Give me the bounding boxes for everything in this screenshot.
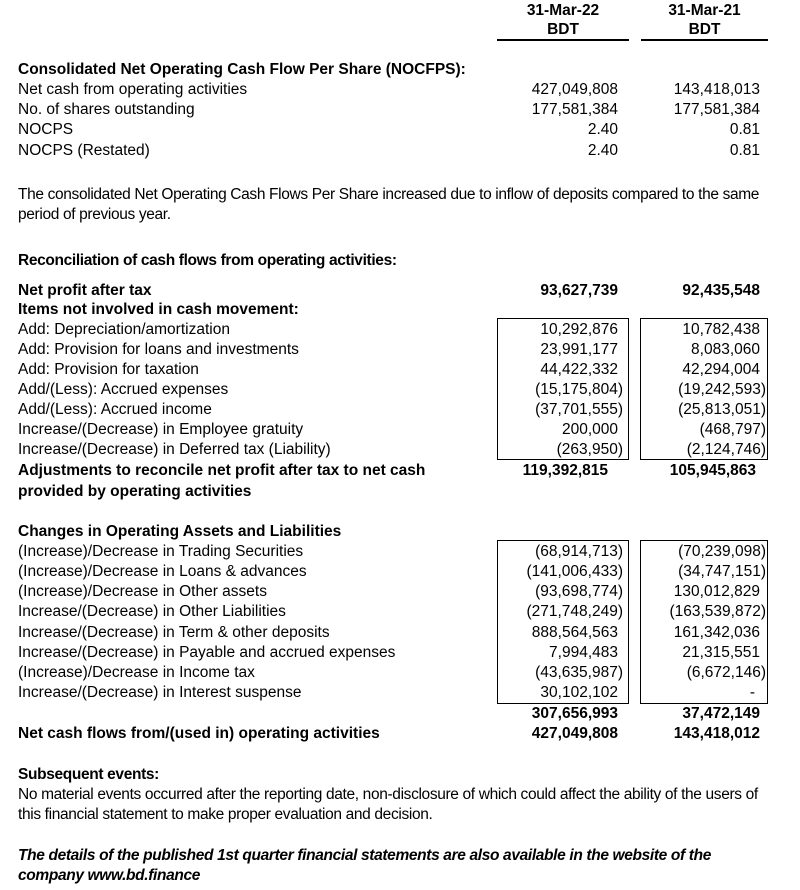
nocfps-row-label: No. of shares outstanding <box>18 101 195 118</box>
item-value-2: 42,294,004 <box>682 361 760 378</box>
adjustments-label-line1: Adjustments to reconcile net profit after tax to net cash <box>18 462 426 479</box>
nocfps-row-value-1: 427,049,808 <box>531 81 618 98</box>
nocfps-row-value-2: 143,418,013 <box>673 81 760 98</box>
item-value-1: 44,422,332 <box>540 361 618 378</box>
item-value-1: (263,950) <box>556 441 623 458</box>
net-profit-value-1: 93,627,739 <box>540 282 618 299</box>
item-value-1: (15,175,804) <box>535 381 623 398</box>
change-label: Increase/(Decrease) in Interest suspense <box>18 684 302 701</box>
change-value-2: (34,747,151) <box>678 563 766 580</box>
change-value-1: 888,564,563 <box>531 624 618 641</box>
nocfps-row-label: NOCPS <box>18 121 74 138</box>
nocfps-row-value-2: 0.81 <box>729 121 760 138</box>
nocfps-row-label: NOCPS (Restated) <box>18 142 150 159</box>
change-value-2: 130,012,829 <box>673 583 760 600</box>
reconciliation-heading: Reconciliation of cash flows from operating activities: <box>18 252 397 269</box>
net-cash-value-1: 427,049,808 <box>531 725 618 742</box>
net-cash-value-2: 143,418,012 <box>673 725 760 742</box>
item-value-2: 8,083,060 <box>691 341 760 358</box>
change-value-1: (93,698,774) <box>535 583 623 600</box>
nocfps-row-value-2: 177,581,384 <box>673 101 760 118</box>
change-value-2: 161,342,036 <box>673 624 760 641</box>
adjustments-value-1: 119,392,815 <box>522 462 608 479</box>
change-value-1: (43,635,987) <box>535 664 623 681</box>
changes-heading: Changes in Operating Assets and Liabilities <box>18 523 342 540</box>
nocfps-row-value-2: 0.81 <box>729 142 760 159</box>
nocfps-row-label: Net cash from operating activities <box>18 81 248 98</box>
change-label: Increase/(Decrease) in Payable and accrued expenses <box>18 644 396 661</box>
item-value-2: (25,813,051) <box>678 401 766 418</box>
item-value-1: 23,991,177 <box>540 341 618 358</box>
nocfps-row-value-1: 2.40 <box>587 142 618 159</box>
column-header-currency-1: BDT <box>547 21 579 38</box>
change-value-2: (163,539,872) <box>669 603 766 620</box>
nocfps-heading: Consolidated Net Operating Cash Flow Per Share (NOCFPS): <box>18 61 466 78</box>
adjustments-value-2: 105,945,863 <box>669 462 756 479</box>
change-value-2: (70,239,098) <box>678 543 766 560</box>
net-profit-label: Net profit after tax <box>18 282 152 299</box>
change-value-2: 21,315,551 <box>682 644 760 661</box>
item-value-2: 10,782,438 <box>682 321 760 338</box>
column-header-underline-1 <box>497 39 629 41</box>
change-value-2: (6,672,146) <box>686 664 766 681</box>
item-value-1: 200,000 <box>561 421 618 438</box>
column-header-date-2: 31-Mar-21 <box>668 2 741 19</box>
net-profit-value-2: 92,435,548 <box>682 282 760 299</box>
change-label: (Increase)/Decrease in Other assets <box>18 583 267 600</box>
item-label: Add: Provision for taxation <box>18 361 199 378</box>
adjustments-label-line2: provided by operating activities <box>18 483 252 500</box>
change-value-1: (141,006,433) <box>526 563 623 580</box>
net-cash-label: Net cash flows from/(used in) operating activities <box>18 725 380 742</box>
item-value-1: (37,701,555) <box>535 401 623 418</box>
item-label: Add: Depreciation/amortization <box>18 321 230 338</box>
footer-note: The details of the published 1st quarter financial statements are also available in the website of the company www.bd.finance <box>18 847 711 884</box>
subsequent-events-heading: Subsequent events: <box>18 766 159 783</box>
item-value-2: (19,242,593) <box>678 381 766 398</box>
item-label: Add/(Less): Accrued expenses <box>18 381 229 398</box>
column-header-underline-2 <box>641 39 768 41</box>
item-value-2: (468,797) <box>699 421 766 438</box>
change-value-1: (271,748,249) <box>526 603 623 620</box>
nocfps-row-value-1: 2.40 <box>587 121 618 138</box>
item-value-2: (2,124,746) <box>686 441 766 458</box>
change-label: (Increase)/Decrease in Income tax <box>18 664 255 681</box>
changes-total-value-1: 307,656,993 <box>531 705 618 722</box>
change-label: Increase/(Decrease) in Term & other deposits <box>18 624 330 641</box>
item-label: Add: Provision for loans and investments <box>18 341 299 358</box>
change-value-1: 7,994,483 <box>549 644 618 661</box>
item-label: Increase/(Decrease) in Deferred tax (Liability) <box>18 441 331 458</box>
change-value-1: 30,102,102 <box>540 684 618 701</box>
items-not-involved-heading: Items not involved in cash movement: <box>18 301 299 318</box>
item-value-1: 10,292,876 <box>540 321 618 338</box>
change-label: (Increase)/Decrease in Loans & advances <box>18 563 307 580</box>
column-header-date-1: 31-Mar-22 <box>526 2 600 19</box>
change-label: (Increase)/Decrease in Trading Securities <box>18 543 304 560</box>
nocfps-row-value-1: 177,581,384 <box>531 101 618 118</box>
nocfps-note: The consolidated Net Operating Cash Flows Per Share increased due to inflow of deposits compared to the same period of previous year. <box>18 186 760 223</box>
change-label: Increase/(Decrease) in Other Liabilities <box>18 603 286 620</box>
item-label: Add/(Less): Accrued income <box>18 401 212 418</box>
changes-total-value-2: 37,472,149 <box>682 705 760 722</box>
subsequent-events-text: No material events occurred after the reporting date, non-disclosure of which could affect the ability of the users of this financial statement to make proper evaluation and decision. <box>18 786 758 823</box>
change-value-2: - <box>749 684 755 701</box>
item-label: Increase/(Decrease) in Employee gratuity <box>18 421 304 438</box>
column-header-currency-2: BDT <box>688 21 721 38</box>
change-value-1: (68,914,713) <box>535 543 623 560</box>
